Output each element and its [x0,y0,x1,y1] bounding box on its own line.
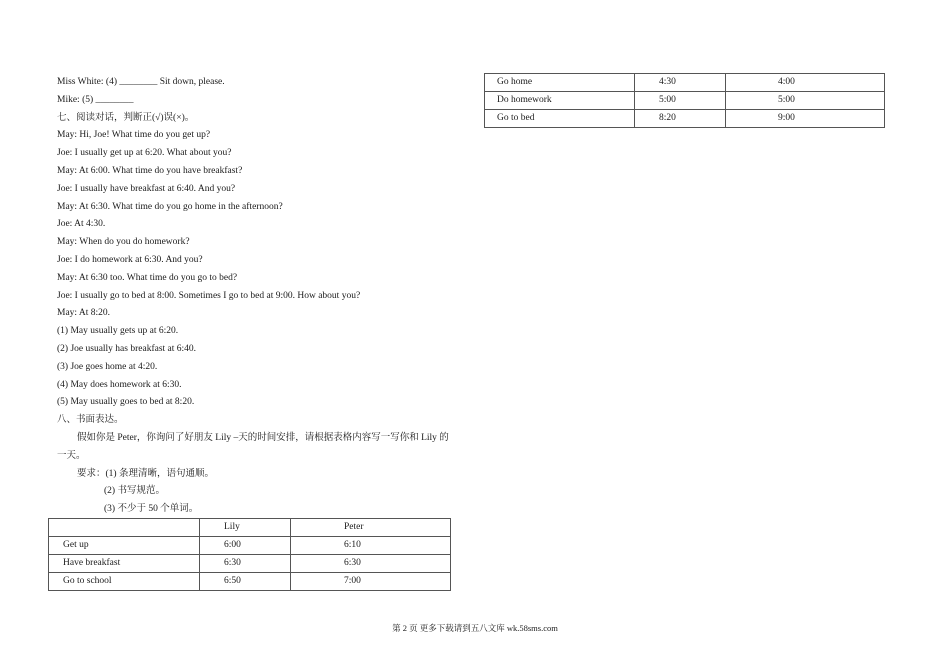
table-cell: Get up [49,537,200,555]
table-row [485,74,885,92]
statement-line: (2) Joe usually has breakfast at 6:40. [57,343,197,354]
dialogue-line: Joe: I do homework at 6:30. And you? [57,254,203,265]
statement-line: (4) May does homework at 6:30. [57,379,182,390]
left-column-text [57,74,457,519]
dialogue-line: May: At 6:00. What time do you have breakfast? [57,165,243,176]
table-cell [49,519,200,537]
dialogue-line: Miss White: (4) ________ Sit down, please. [57,77,225,87]
requirement-line: (2) 书写规范。 [104,486,165,497]
table-cell: 6:30 [291,555,451,573]
table-header-cell: Lily [200,519,291,537]
dialogue-line: May: Hi, Joe! What time do you get up? [57,130,211,141]
table-cell: Go to school [49,573,200,591]
dialogue-line: May: When do you do homework? [57,237,190,248]
dialogue-line: Joe: I usually have breakfast at 6:40. And you? [57,183,236,194]
dialogue-line: May: At 8:20. [57,308,111,319]
dialogue-line: May: At 6:30 too. What time do you go to bed? [57,272,238,283]
table-row [49,519,451,537]
table-row [485,92,885,110]
table-cell: Have breakfast [49,555,200,573]
table-row [49,537,451,555]
table-cell: 7:00 [291,573,451,591]
schedule-table-continued [484,73,885,128]
table-cell: Go to bed [485,110,635,128]
table-cell: 6:00 [200,537,291,555]
section-heading: 八、书面表达。 [57,415,124,426]
table-cell: 8:20 [635,110,726,128]
table-cell: Do homework [485,92,635,110]
dialogue-line: Joe: I usually go to bed at 8:00. Sometimes I go to bed at 9:00. How about you? [57,290,361,301]
table-cell: 6:50 [200,573,291,591]
table-cell: 9:00 [726,110,885,128]
dialogue-line: Joe: At 4:30. [57,219,106,230]
table-cell: 5:00 [726,92,885,110]
task-instruction: 一天。 [57,450,86,461]
table-row [49,573,451,591]
table-header-cell: Peter [291,519,451,537]
section-heading: 七、阅读对话，判断正(√)误(×)。 [57,112,195,123]
page-footer: 第 2 页 更多下载请到五八文库 wk.58sms.com [392,623,558,633]
table-cell: Go home [485,74,635,92]
dialogue-line: Mike: (5) ________ [57,94,134,105]
task-instruction: 假如你是 Peter，你询问了好朋友 Lily –天的时间安排，请根据表格内容写一写你和 Lily 的 [77,432,449,443]
table-cell: 4:30 [635,74,726,92]
statement-line: (3) Joe goes home at 4:20. [57,361,158,372]
requirement-line: (3) 不少于 50 个单词。 [104,504,199,515]
dialogue-line: Joe: I usually get up at 6:20. What about you? [57,148,232,159]
table-cell: 6:10 [291,537,451,555]
table-cell: 5:00 [635,92,726,110]
table-row [485,110,885,128]
dialogue-line: May: At 6:30. What time do you go home in the afternoon? [57,201,283,212]
requirement-line: 要求：(1) 条理清晰，语句通顺。 [77,468,214,479]
table-cell: 6:30 [200,555,291,573]
statement-line: (1) May usually gets up at 6:20. [57,326,179,337]
table-row [49,555,451,573]
schedule-table-lily-peter [48,518,451,591]
statement-line: (5) May usually goes to bed at 8:20. [57,397,195,408]
table-cell: 4:00 [726,74,885,92]
